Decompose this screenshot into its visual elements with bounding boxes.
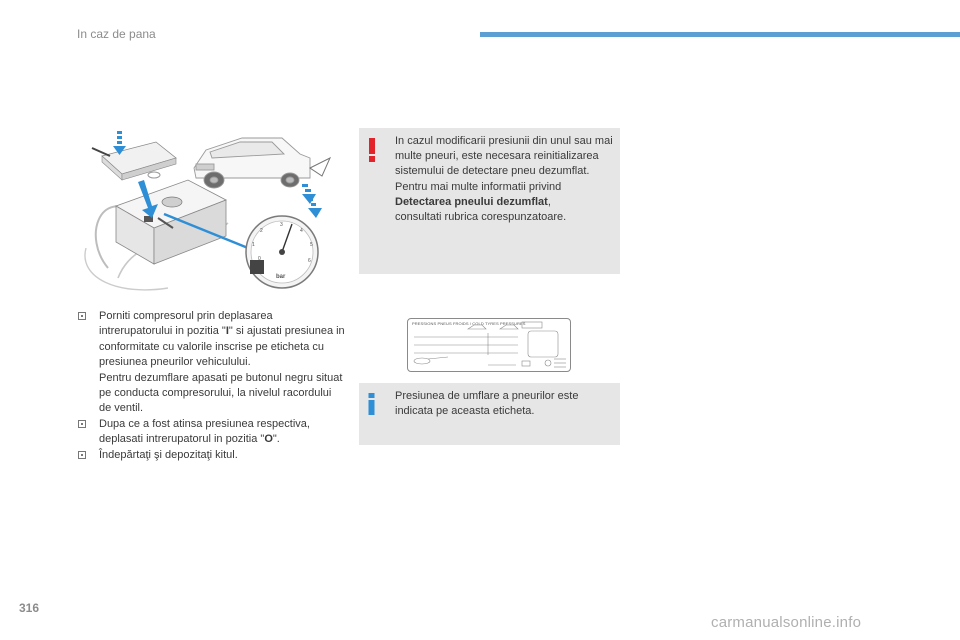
checkbox-bullet-icon	[78, 451, 86, 459]
tyre-label-drawing	[408, 319, 572, 373]
gauge-tick-6: 6	[308, 258, 311, 264]
section-title: In caz de pana	[77, 27, 156, 41]
warning-text-4: consultati rubrica corespunzatoare.	[395, 211, 567, 224]
warning-note-text	[395, 134, 613, 225]
step1-text-a: Porniti compresorul prin deplasarea intrerupatorului in pozitia "	[99, 310, 273, 338]
checkbox-bullet-icon	[78, 420, 86, 428]
warning-note-box	[359, 128, 620, 274]
step1-text-b: " si ajustati presiunea in conformitate cu valorile inscrise pe eticheta cu presiunea pneurilor vehiculului.	[99, 325, 345, 369]
header-accent-bar	[480, 32, 960, 37]
gauge-tick-2: 2	[260, 228, 263, 234]
step2-text-a: Dupa ce a fost atinsa presiunea respectiva, deplasati intrerupatorul in pozitia "	[99, 417, 310, 446]
page-number: 316	[19, 601, 40, 615]
warning-text-2: Pentru mai multe informatii privind	[395, 180, 562, 193]
gauge-unit-label: bar	[276, 274, 286, 280]
gauge-tick-0: 0	[258, 256, 261, 262]
watermark: carmanualsonline.info	[711, 614, 862, 631]
step1-text-c: Pentru dezumflare apasati pe butonul negru situat pe conducta compresorului, la nivelul racordului de ventil.	[99, 371, 343, 415]
gauge-tick-4: 4	[300, 228, 303, 234]
warning-text-bold: Detectarea pneului dezumflat	[395, 195, 548, 208]
gauge-tick-1: 1	[252, 242, 255, 248]
exclamation-mark-icon	[368, 138, 376, 162]
step2-switch-symbol: O	[264, 433, 273, 446]
tyre-pressure-label-illustration	[407, 318, 571, 372]
tyre-label-title: PRESSIONS PNEUS FROIDS / COLD TYRES PRESSURES	[412, 321, 526, 326]
checkbox-bullet-icon	[78, 312, 86, 320]
gauge-tick-5: 5	[310, 242, 313, 248]
compressor-kit-illustration	[78, 128, 348, 296]
step2-text-b: ".	[272, 433, 280, 446]
warning-text-1: In cazul modificarii presiunii din unul sau mai multe pneuri, este necesara reinitializarea sistemului de detectare pneu dezumflat.	[395, 135, 613, 178]
info-note-text: Presiunea de umflare a pneurilor este indicata pe aceasta eticheta.	[395, 390, 579, 418]
arrow-gauge-icon	[308, 198, 322, 218]
car-illustration	[194, 138, 310, 188]
instruction-steps	[78, 309, 346, 463]
gauge-tick-3: 3	[280, 222, 283, 228]
info-i-icon	[368, 393, 375, 415]
info-note-box	[359, 383, 620, 445]
step-3	[78, 448, 346, 463]
step-1	[78, 309, 346, 417]
step1-switch-symbol: I	[225, 325, 229, 338]
warning-text-3: ,	[547, 195, 551, 208]
step3-text: Îndepărtaţi şi depozitaţi kitul.	[99, 448, 238, 461]
step-2	[78, 417, 346, 448]
